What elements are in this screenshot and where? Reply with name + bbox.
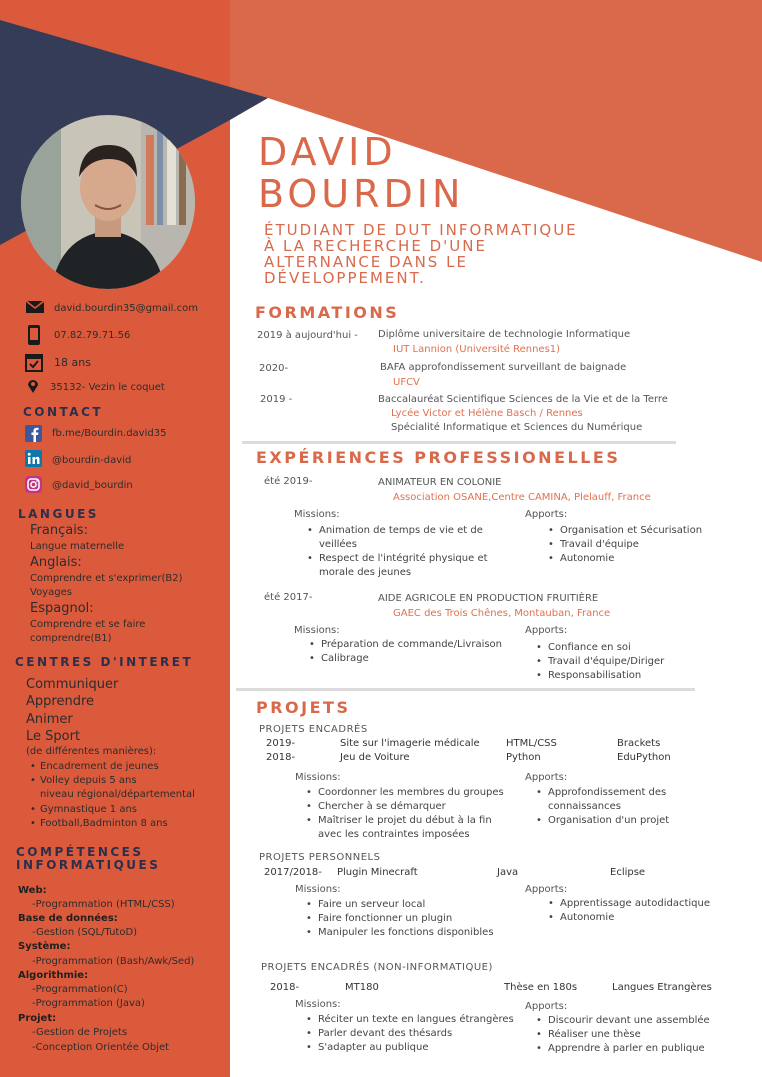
age: 18 ans [54,356,91,369]
apports-label: Apports: [525,509,568,520]
sport-item: • Volley depuis 5 ans [40,775,137,786]
formations-title: FORMATIONS [255,303,400,322]
mission-item: • Manipuler les fonctions disponibles [318,927,494,938]
calendar-icon [25,352,43,372]
mission-item: • Coordonner les membres du groupes [318,787,504,798]
mission-item: • Maîtriser le projet du début à la fin [318,815,492,826]
formation-date: 2019 - [260,394,293,405]
skills-title-1: COMPÉTENCES [16,845,144,859]
divider [242,441,676,444]
location-pin-icon [27,378,39,394]
project-date: 2017/2018- [264,867,322,878]
skill-category: Base de données: [18,913,118,924]
project-tool: Eclipse [610,867,646,878]
missions-label: Missions: [295,884,341,895]
skill-item: -Programmation (Java) [32,998,145,1009]
language-desc: comprendre(B1) [30,633,112,644]
interests-title: CENTRES D'INTERET [15,655,194,669]
missions-label: Missions: [294,625,340,636]
sport-item: • Football,Badminton 8 ans [40,818,168,829]
mail-icon [25,300,45,314]
experience-date: été 2019- [264,476,313,487]
mission-item: • Chercher à se démarquer [318,801,446,812]
skills-title-2: INFORMATIQUES [16,858,161,872]
apport-item-cont: connaissances [548,801,621,812]
mission-item: • Préparation de commande/Livraison [321,639,502,650]
skill-item: -Gestion (SQL/TutoD) [32,927,138,938]
sport-item-cont: niveau régional/départemental [40,789,195,800]
mission-item: • Parler devant des thésards [318,1028,452,1039]
apport-item: • Organisation d'un projet [548,815,669,826]
contact-title: CONTACT [23,405,104,419]
interest-item: Animer [26,712,73,727]
skill-category: Algorithmie: [18,970,89,981]
tagline-4: DÉVELOPPEMENT. [264,269,426,287]
apport-item: • Travail d'équipe [560,539,639,550]
divider [236,688,695,691]
interest-item: Apprendre [26,694,95,709]
experience-title: ANIMATEUR EN COLONIE [378,477,502,488]
apport-item: • Discourir devant une assemblée [548,1015,710,1026]
mission-item: • Respect de l'intégrité physique et [319,553,488,564]
tagline-2: À LA RECHERCHE D'UNE [264,237,487,255]
mission-item: • Réciter un texte en langues étrangères [318,1014,514,1025]
apports-label: Apports: [525,884,568,895]
missions-label: Missions: [294,509,340,520]
interest-item: Le Sport [26,729,81,744]
mission-item: • Animation de temps de vie et de [319,525,483,536]
apport-item: • Apprentissage autodidactique [560,898,710,909]
email[interactable]: david.bourdin35@gmail.com [54,303,198,314]
location: 35132- Vezin le coquet [50,382,165,393]
tagline-3: ALTERNANCE DANS LE [264,253,468,271]
formation-place: UFCV [393,377,420,388]
mission-item: • S'adapter au publique [318,1042,428,1053]
interest-item: Communiquer [26,677,119,692]
sport-note: (de différentes manières): [26,746,157,757]
skill-category: Système: [18,941,71,952]
skill-item: -Programmation (HTML/CSS) [32,899,175,910]
language-desc: Voyages [30,587,72,598]
apports-label: Apports: [525,772,568,783]
experience-place: Association OSANE,Centre CAMINA, Plelauff, France [393,492,651,503]
apport-item: • Travail d'équipe/Diriger [548,656,664,667]
facebook-link[interactable]: fb.me/Bourdin.david35 [52,428,167,439]
skill-category: Web: [18,885,47,896]
apport-item: • Responsabilisation [548,670,641,681]
instagram-link[interactable]: @david_bourdin [52,480,133,491]
experience-title: AIDE AGRICOLE EN PRODUCTION FRUITIÈRE [378,593,599,604]
project-tool: Brackets [617,738,661,749]
tagline-1: ÉTUDIANT DE DUT INFORMATIQUE [264,221,578,239]
skill-item: -Conception Orientée Objet [32,1042,170,1053]
formation-extra: Spécialité Informatique et Sciences du Numérique [391,422,643,433]
skill-item: -Programmation(C) [32,984,128,995]
experiences-title: EXPÉRIENCES PROFESSIONELLES [256,448,621,467]
project-name: Site sur l'imagerie médicale [340,738,480,749]
formation-title: BAFA approfondissement surveillant de baignade [380,362,627,373]
last-name: BOURDIN [258,172,465,216]
project-tech: Thèse en 180s [504,982,578,993]
facebook-icon [25,425,42,442]
mission-item: • Faire un serveur local [318,899,425,910]
mission-item-cont: morale des jeunes [319,567,412,578]
language-desc: Langue maternelle [30,541,125,552]
language-name: Français: [30,523,88,538]
experience-place: GAEC des Trois Chênes, Montauban, France [393,608,611,619]
project-tool: Langues Etrangères [612,982,712,993]
apport-item: • Apprendre à parler en publique [548,1043,705,1054]
project-tech: Python [506,752,541,763]
skill-item: -Programmation (Bash/Awk/Sed) [32,956,195,967]
missions-label: Missions: [295,772,341,783]
project-group-label: PROJETS ENCADRÉS [259,724,368,735]
apport-item: • Autonomie [560,553,614,564]
apport-item: • Confiance en soi [548,642,631,653]
mission-item-cont: avec les contraintes imposées [318,829,470,840]
formation-place: IUT Lannion (Université Rennes1) [393,344,561,355]
project-date: 2018- [270,982,300,993]
project-name: Jeu de Voiture [340,752,410,763]
languages-title: LANGUES [18,507,99,521]
language-desc: Comprendre et se faire [30,619,146,630]
sport-item: • Gymnastique 1 ans [40,804,137,815]
project-tech: HTML/CSS [506,738,557,749]
formation-title: Diplôme universitaire de technologie Informatique [378,329,631,340]
apport-item: • Approfondissement des [548,787,666,798]
skill-item: -Gestion de Projets [32,1027,128,1038]
project-date: 2019- [266,738,296,749]
project-group-label: PROJETS PERSONNELS [259,852,381,863]
profile-photo [21,115,195,289]
phone-icon [27,324,41,346]
project-tool: EduPython [617,752,671,763]
apport-item: • Autonomie [560,912,614,923]
language-name: Espagnol: [30,601,94,616]
language-name: Anglais: [30,555,82,570]
mission-item-cont: veillées [319,539,357,550]
apports-label: Apports: [525,1001,568,1012]
apports-label: Apports: [525,625,568,636]
skill-category: Projet: [18,1013,57,1024]
project-date: 2018- [266,752,296,763]
instagram-icon [25,476,42,493]
missions-label: Missions: [295,999,341,1010]
experience-date: été 2017- [264,592,313,603]
project-tech: Java [497,867,519,878]
first-name: DAVID [258,130,397,174]
linkedin-icon [25,450,42,467]
sport-item: • Encadrement de jeunes [40,761,159,772]
formation-title: Baccalauréat Scientifique Sciences de la Vie et de la Terre [378,394,668,405]
projects-title: PROJETS [256,698,351,717]
project-name: MT180 [345,982,379,993]
formation-date: 2019 à aujourd'hui - [257,330,358,341]
project-name: Plugin Minecraft [337,867,418,878]
language-desc: Comprendre et s'exprimer(B2) [30,573,183,584]
apport-item: • Organisation et Sécurisation [560,525,702,536]
mission-item: • Faire fonctionner un plugin [318,913,452,924]
mission-item: • Calibrage [321,653,369,664]
phone: 07.82.79.71.56 [54,330,131,341]
project-group-label: PROJETS ENCADRÉS (NON-INFORMATIQUE) [261,962,493,973]
formation-place: Lycée Victor et Hélène Basch / Rennes [391,408,583,419]
apport-item: • Réaliser une thèse [548,1029,641,1040]
linkedin-link[interactable]: @bourdin-david [52,455,132,466]
formation-date: 2020- [259,363,289,374]
